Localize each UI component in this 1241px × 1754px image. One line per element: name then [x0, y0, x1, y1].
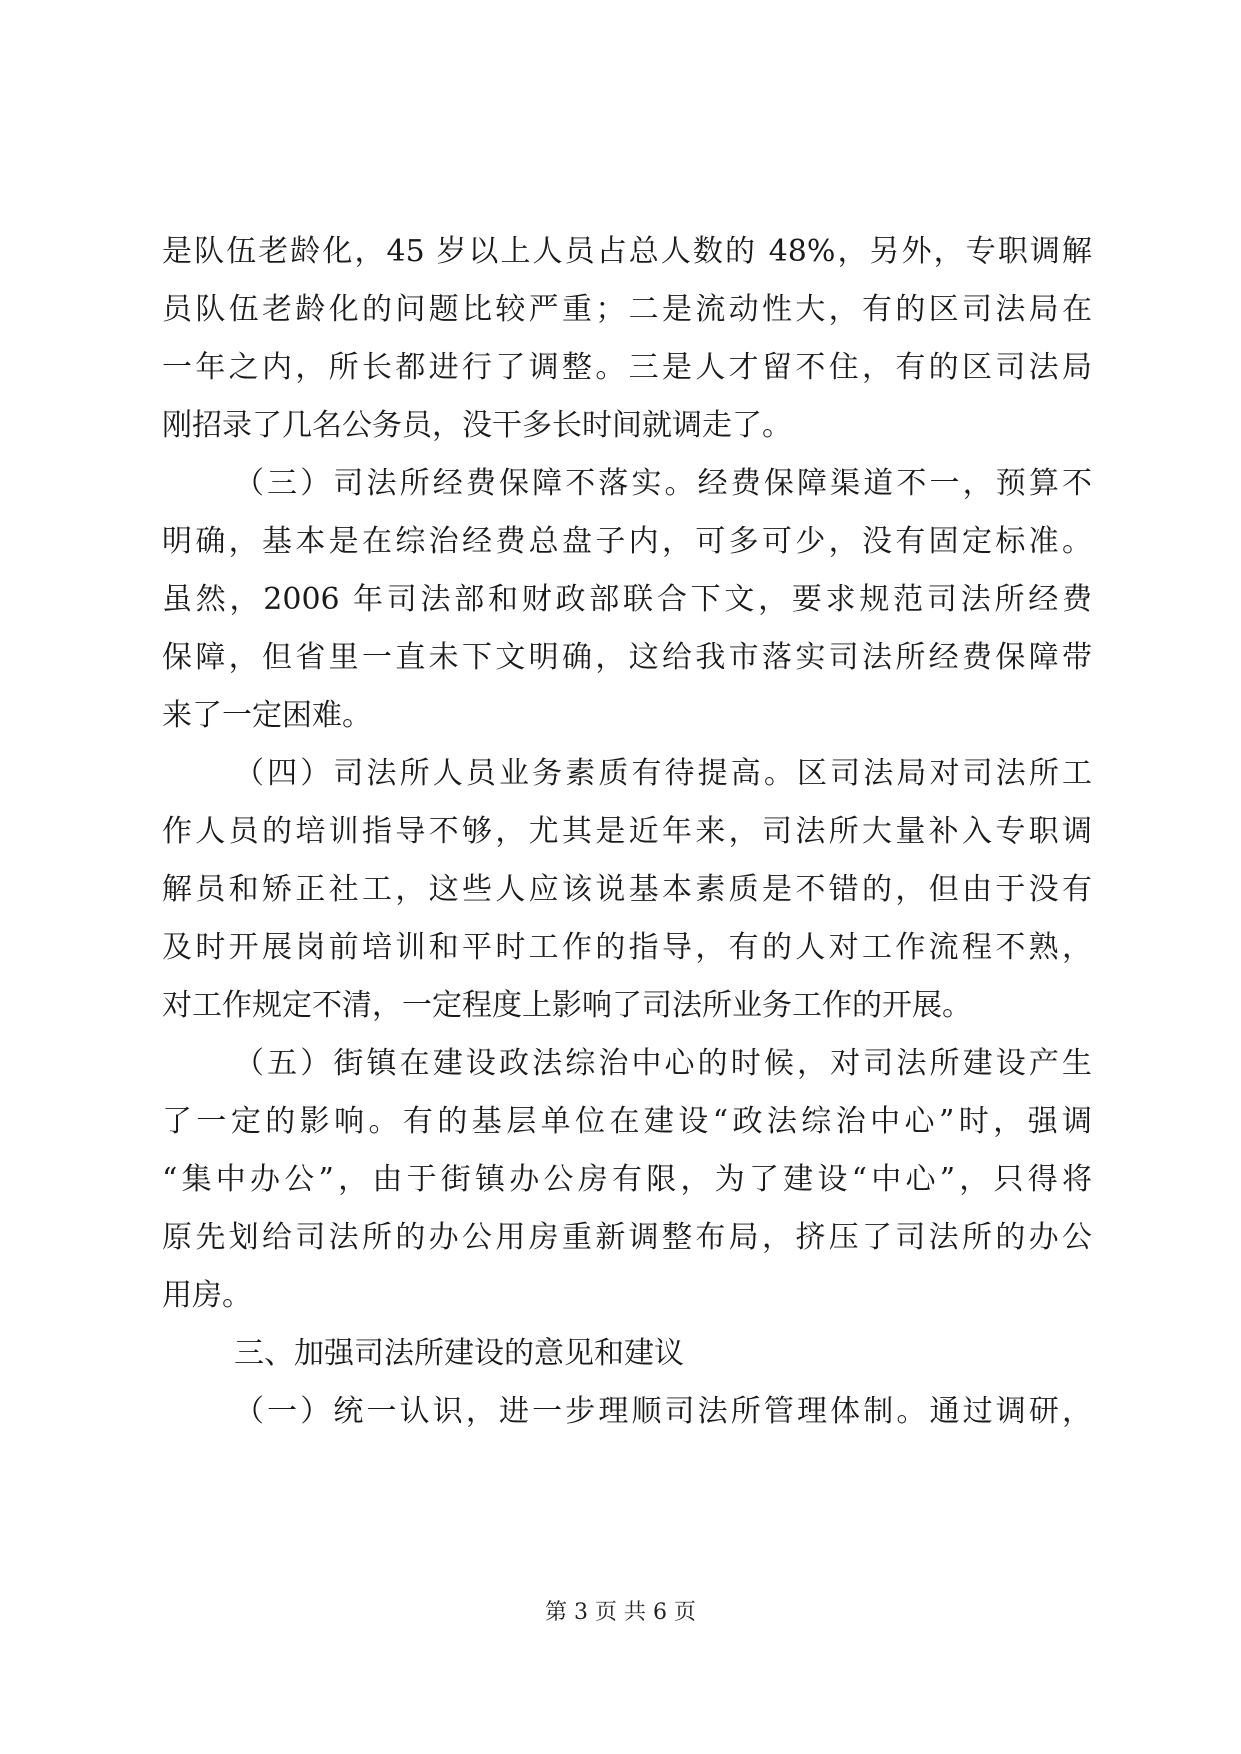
text-line: 一年之内，所长都进行了调整。三是人才留不住，有的区司法局: [162, 350, 1092, 385]
text-line: 来了一定困难。: [162, 698, 372, 733]
text-line: 了一定的影响。有的基层单位在建设“政法综治中心”时，强调: [162, 1104, 1092, 1139]
paragraph-start-line: （四）司法所人员业务素质有待提高。区司法局对司法所工: [234, 756, 1092, 791]
text-line: “集中办公”，由于街镇办公房有限，为了建设“中心”，只得将: [162, 1162, 1092, 1197]
text-line: 是队伍老龄化，45 岁以上人员占总人数的 48%，另外，专职调解: [162, 234, 1092, 269]
text-line: 用房。: [162, 1278, 252, 1313]
paragraph-start-line: （五）街镇在建设政法综治中心的时候，对司法所建设产生: [234, 1046, 1092, 1081]
text-line: 及时开展岗前培训和平时工作的指导，有的人对工作流程不熟，: [162, 930, 1092, 965]
section-heading: 三、加强司法所建设的意见和建议: [234, 1336, 684, 1371]
text-line: 解员和矫正社工，这些人应该说基本素质是不错的，但由于没有: [162, 872, 1092, 907]
paragraph-start-line: （三）司法所经费保障不落实。经费保障渠道不一，预算不: [234, 466, 1092, 501]
text-line: 原先划给司法所的办公用房重新调整布局，挤压了司法所的办公: [162, 1220, 1092, 1255]
text-line: 对工作规定不清，一定程度上影响了司法所业务工作的开展。: [162, 988, 972, 1023]
text-line: 明确，基本是在综治经费总盘子内，可多可少，没有固定标准。: [162, 524, 1092, 559]
text-line: 作人员的培训指导不够，尤其是近年来，司法所大量补入专职调: [162, 814, 1092, 849]
text-line: 员队伍老龄化的问题比较严重；二是流动性大，有的区司法局在: [162, 292, 1092, 327]
text-line: 虽然，2006 年司法部和财政部联合下文，要求规范司法所经费: [162, 582, 1092, 617]
paragraph-start-line: （一）统一认识，进一步理顺司法所管理体制。通过调研，: [234, 1394, 1092, 1429]
text-line: 保障，但省里一直未下文明确，这给我市落实司法所经费保障带: [162, 640, 1092, 675]
text-line: 刚招录了几名公务员，没干多长时间就调走了。: [162, 408, 792, 443]
page-footer: 第 3 页 共 6 页: [545, 1600, 696, 1625]
